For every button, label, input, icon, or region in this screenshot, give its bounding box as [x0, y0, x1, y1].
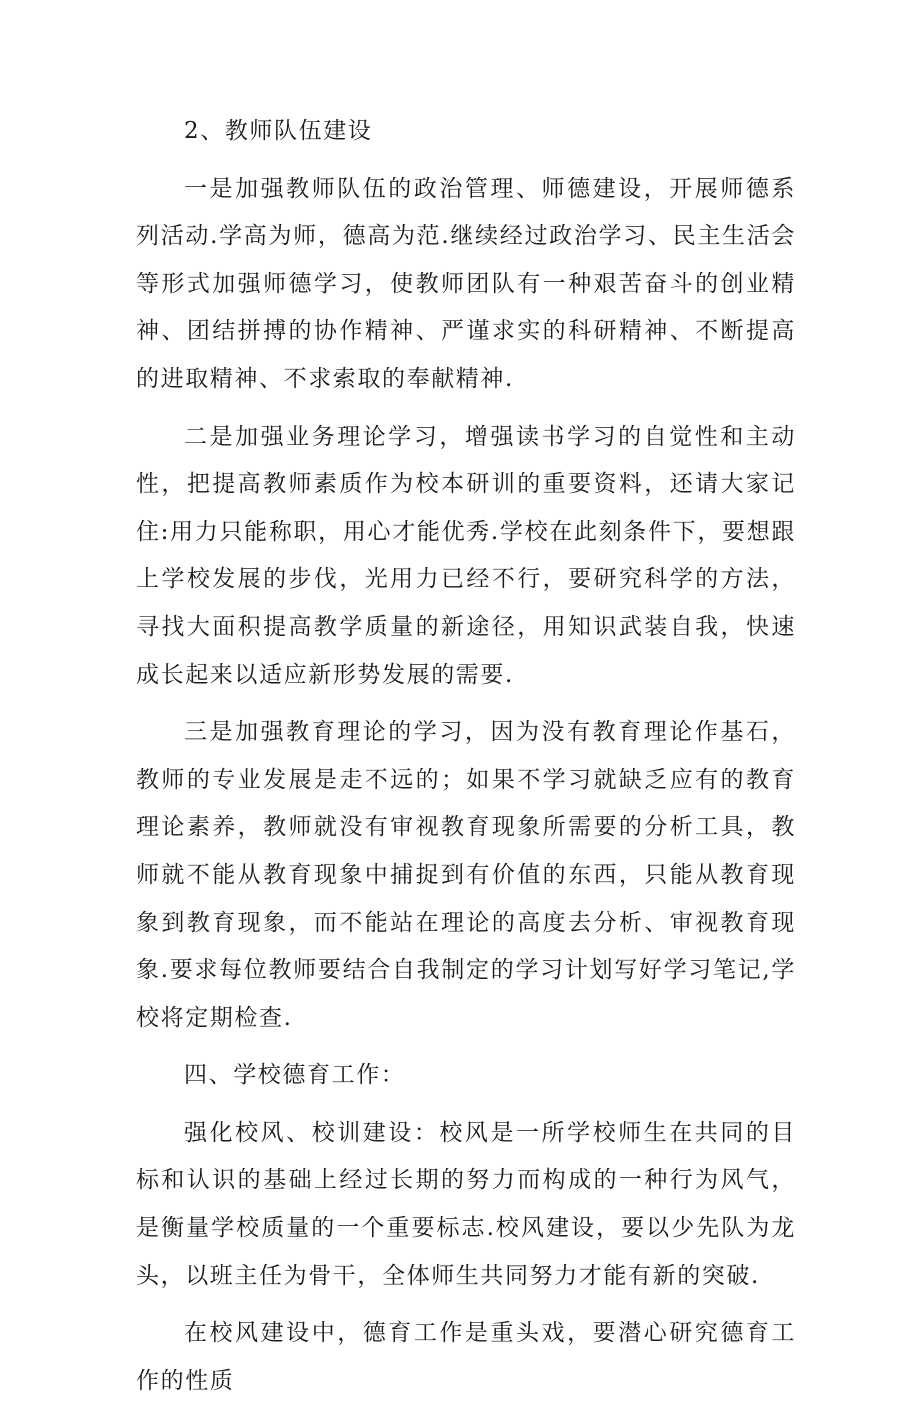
- paragraph-education-theory: 三是加强教育理论的学习，因为没有教育理论作基石，教师的专业发展是走不远的；如果不学习就缺乏应有的教育理论素养，教师就没有审视教育现象所需要的分析工具，教师就不能从教育现象中捕捉到有价值的东西，只能从教育现象到教育现象，而不能站在理论的高度去分析、审视教育现象.要求每位教师要结合自我制定的学习计划写好学习笔记,学校将定期检查.: [136, 719, 796, 1031]
- section-heading-moral-education: 四、学校德育工作：: [184, 1062, 406, 1089]
- section-heading-teacher-team: 2、教师队伍建设: [184, 118, 373, 144]
- paragraph-spirit-construction: 在校风建设中，德育工作是重头戏，要潜心研究德育工作的性质: [136, 1320, 796, 1394]
- paragraph-school-spirit: 强化校风、校训建设：校风是一所学校师生在共同的目标和认识的基础上经过长期的努力而构成的一种行为风气，是衡量学校质量的一个重要标志.校风建设，要以少先队为龙头，以班主任为骨干，全体师生共同努力才能有新的突破.: [136, 1119, 796, 1289]
- document-page: [136, 108, 796, 1405]
- paragraph-business-theory: 二是加强业务理论学习，增强读书学习的自觉性和主动性，把提高教师素质作为校本研训的重要资料，还请大家记住:用力只能称职，用心才能优秀.学校在此刻条件下，要想跟上学校发展的步伐，光用力已经不行，要研究科学的方法，寻找大面积提高教学质量的新途径，用知识武装自我，快速成长起来以适应新形势发展的需要.: [136, 423, 796, 688]
- paragraph-political-management: 一是加强教师队伍的政治管理、师德建设，开展师德系列活动.学高为师，德高为范.继续经过政治学习、民主生活会等形式加强师德学习，使教师团队有一种艰苦奋斗的创业精神、团结拼搏的协作精神、严谨求实的科研精神、不断提高的进取精神、不求索取的奉献精神.: [136, 175, 796, 392]
